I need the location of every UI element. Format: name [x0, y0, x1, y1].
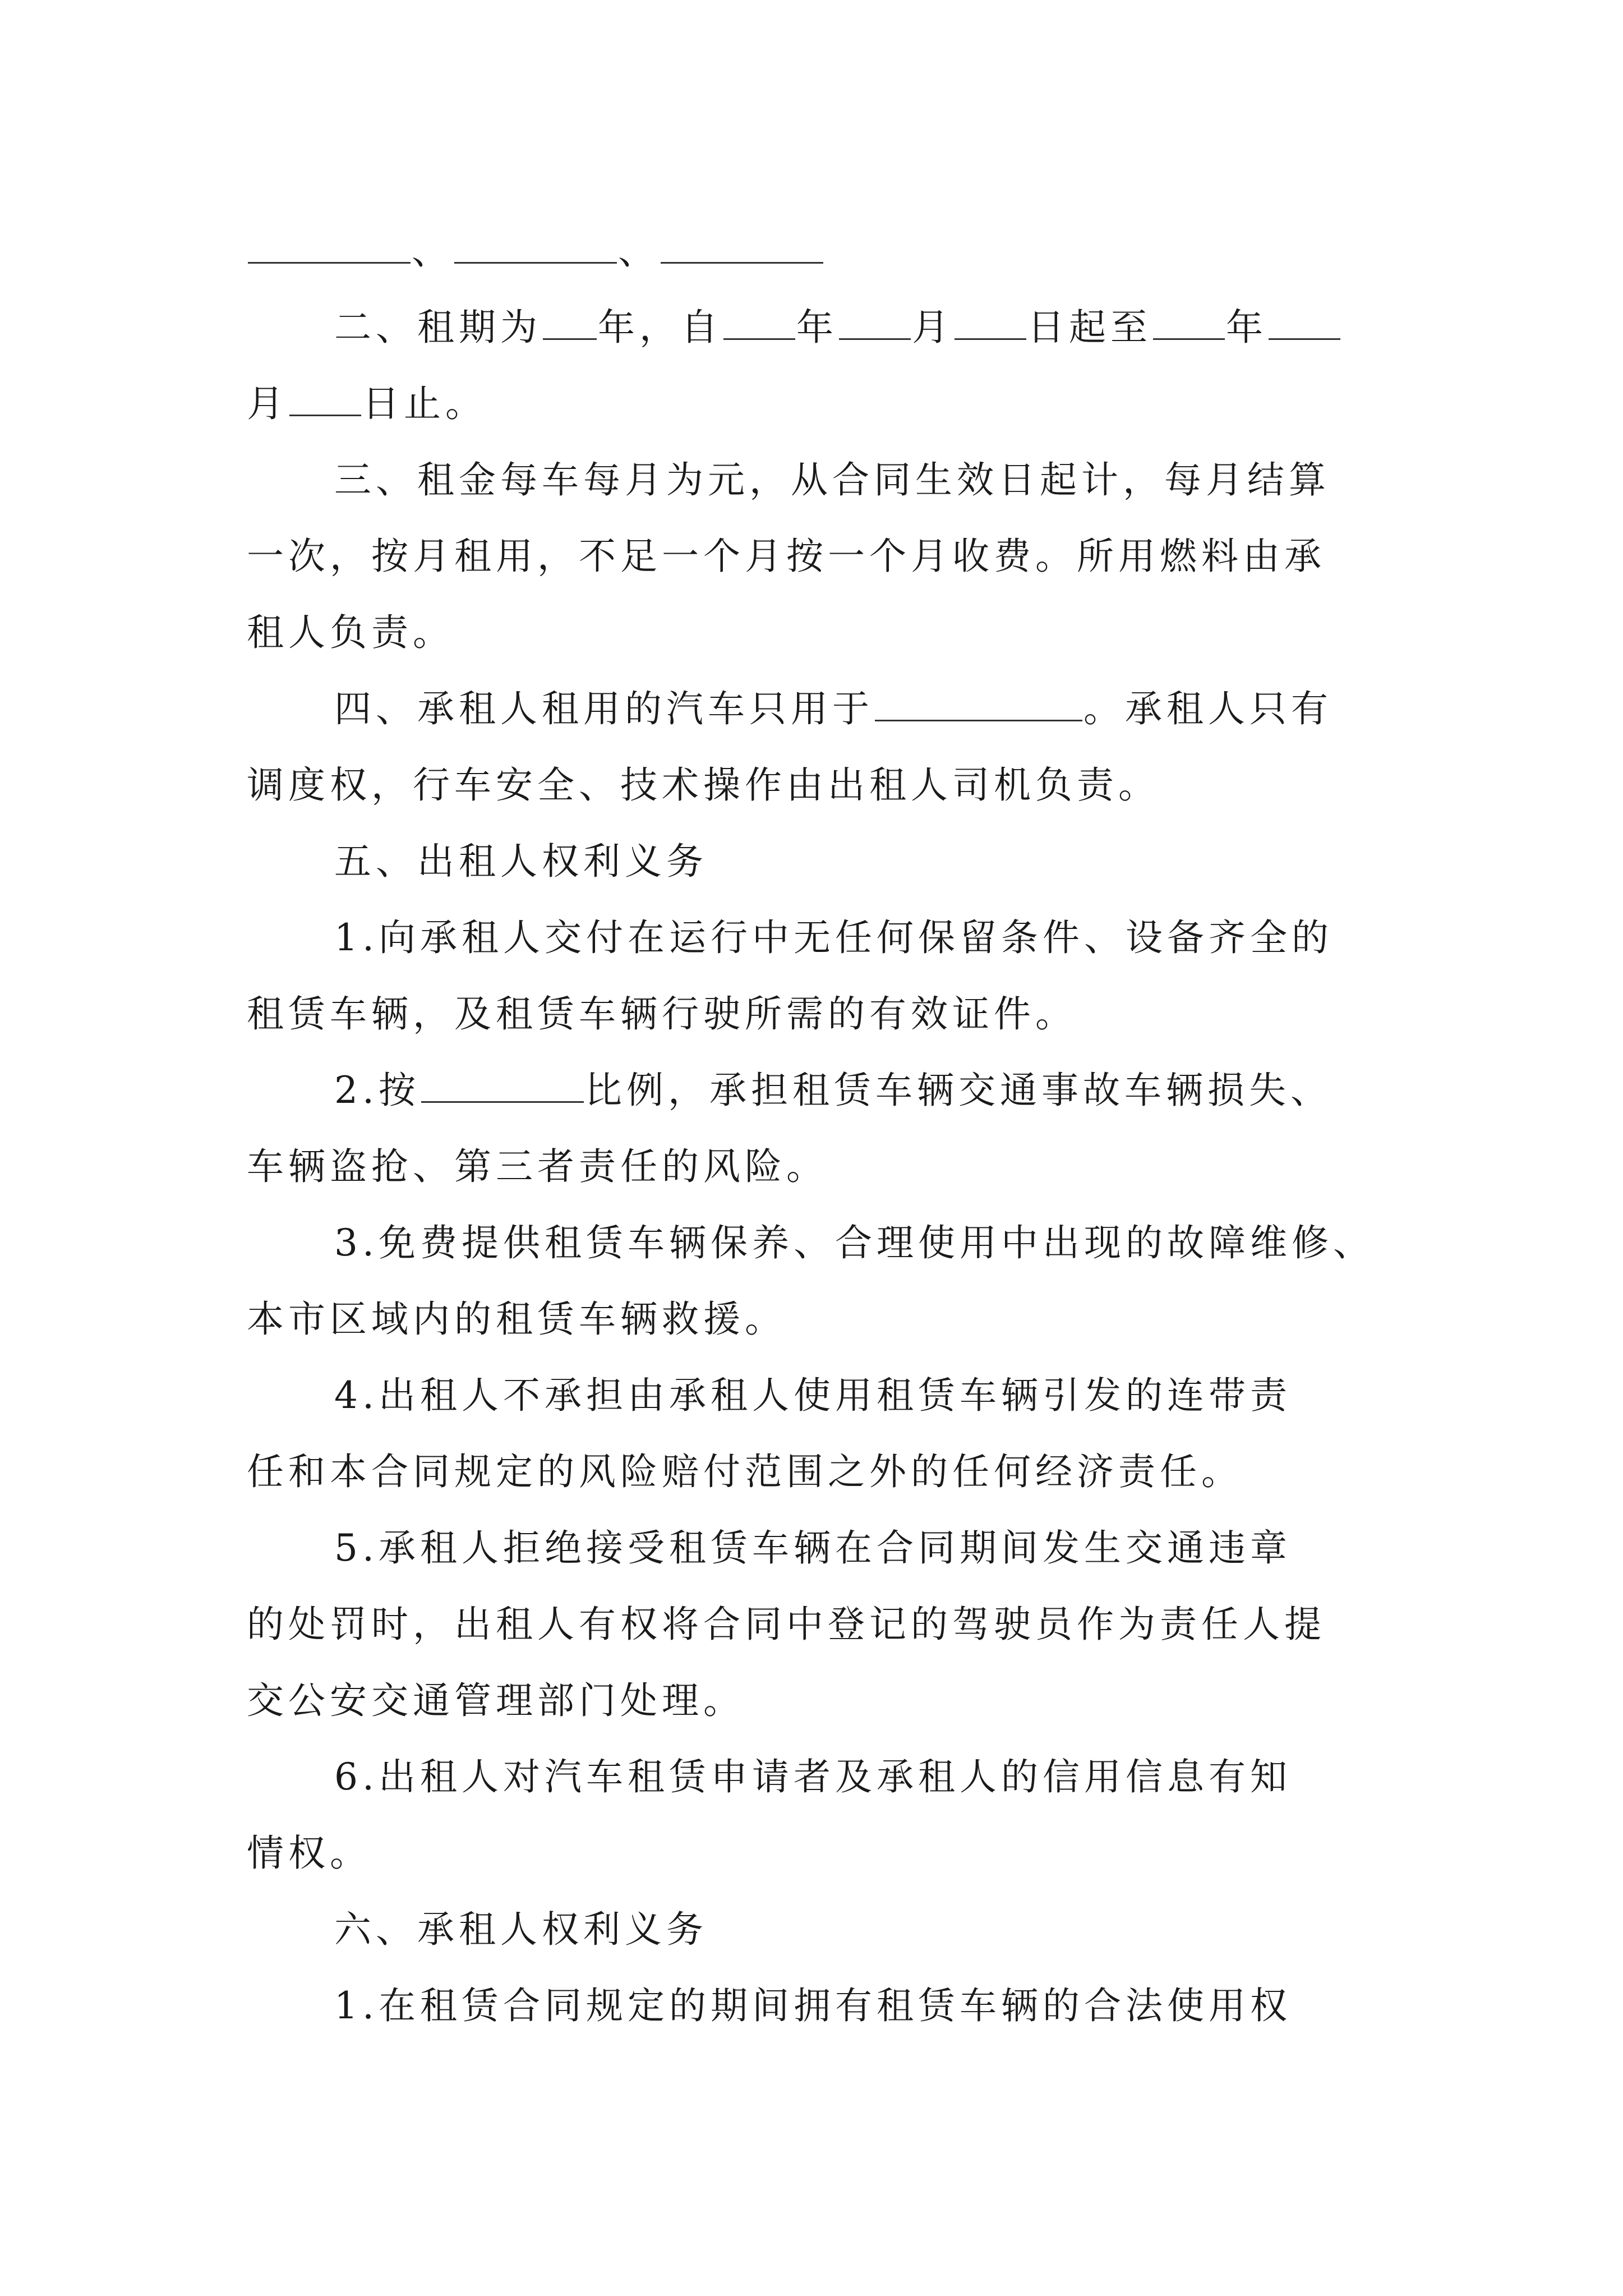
fill-in-blank[interactable] [955, 306, 1026, 340]
line-text: 日起至 [1027, 306, 1152, 349]
text-line [247, 747, 1391, 823]
text-line [247, 289, 1391, 366]
text-line [247, 1129, 1391, 1205]
line-text: 五、出租人权利义务 [334, 840, 708, 883]
line-text: 的处罚时，出租人有权将合同中登记的驾驶员作为责任人提 [247, 1603, 1326, 1646]
text-line [247, 213, 1391, 289]
text-line [247, 1892, 1391, 1968]
text-line [247, 823, 1391, 900]
line-text: 二、租期为 [334, 306, 542, 349]
fill-in-blank[interactable] [421, 1069, 584, 1103]
line-text: 4.出租人不承担由承租人使用租赁车辆引发的连带责 [334, 1374, 1292, 1417]
fill-in-blank[interactable] [1269, 306, 1340, 340]
line-text: 6.出租人对汽车租赁申请者及承租人的信用信息有知 [334, 1755, 1292, 1798]
line-text: 比例，承担租赁车辆交通事故车辆损失、 [584, 1069, 1332, 1112]
fill-in-blank[interactable] [723, 306, 795, 340]
fill-in-blank[interactable] [454, 229, 617, 264]
line-text: 月 [912, 306, 953, 349]
text-line [247, 1663, 1391, 1739]
line-text: 月 [247, 382, 288, 425]
line-text: 年，自 [598, 306, 722, 349]
fill-in-blank[interactable] [543, 306, 597, 340]
line-text: 、 [412, 229, 453, 273]
text-line [247, 1510, 1391, 1586]
line-text: 四、承租人租用的汽车只用于 [334, 687, 874, 730]
line-text: 一次，按月租用，不足一个月按一个月收费。所用燃料由承 [247, 535, 1326, 578]
line-text: 租赁车辆，及租赁车辆行驶所需的有效证件。 [247, 992, 1077, 1036]
text-line [247, 900, 1391, 976]
line-text: 调度权，行车安全、技术操作由出租人司机负责。 [247, 763, 1160, 807]
text-line [247, 442, 1391, 518]
line-text: 年 [796, 306, 838, 349]
line-text: 。承租人只有 [1083, 687, 1332, 730]
fill-in-blank[interactable] [839, 306, 911, 340]
line-text: 本市区域内的租赁车辆救援。 [247, 1297, 786, 1341]
text-line [247, 1281, 1391, 1358]
text-line [247, 1205, 1391, 1281]
line-text: 情权。 [247, 1832, 371, 1875]
line-text: 1.在租赁合同规定的期间拥有租赁车辆的合法使用权 [334, 1984, 1292, 2027]
line-text: 交公安交通管理部门处理。 [247, 1679, 745, 1722]
line-text: 三、租金每车每月为元，从合同生效日起计，每月结算 [334, 458, 1330, 501]
line-text: 日止。 [362, 382, 487, 425]
text-line [247, 1586, 1391, 1663]
fill-in-blank[interactable] [875, 687, 1082, 721]
line-text: 、 [618, 229, 660, 273]
text-line [247, 1358, 1391, 1434]
text-line [247, 366, 1391, 442]
fill-in-blank[interactable] [289, 382, 361, 416]
contract-body [247, 213, 1391, 2044]
text-line [247, 1739, 1391, 1815]
fill-in-blank[interactable] [1153, 306, 1225, 340]
line-text: 1.向承租人交付在运行中无任何保留条件、设备齐全的 [334, 916, 1333, 959]
line-text: 车辆盗抢、第三者责任的风险。 [247, 1145, 828, 1188]
text-line [247, 1434, 1391, 1510]
line-text: 5.承租人拒绝接受租赁车辆在合同期间发生交通违章 [334, 1526, 1292, 1570]
line-text: 租人负责。 [247, 611, 454, 654]
text-line [247, 518, 1391, 595]
line-text: 年 [1226, 306, 1267, 349]
text-line [247, 1968, 1391, 2044]
line-text: 3.免费提供租赁车辆保养、合理使用中出现的故障维修、 [334, 1221, 1375, 1264]
text-line [247, 1052, 1391, 1129]
line-text: 任和本合同规定的风险赔付范围之外的任何经济责任。 [247, 1450, 1243, 1493]
text-line [247, 595, 1391, 671]
line-text: 六、承租人权利义务 [334, 1908, 708, 1951]
line-text: 2.按 [334, 1069, 420, 1112]
fill-in-blank[interactable] [248, 229, 411, 264]
text-line [247, 1815, 1391, 1892]
text-line [247, 976, 1391, 1052]
fill-in-blank[interactable] [661, 229, 823, 264]
text-line [247, 671, 1391, 747]
